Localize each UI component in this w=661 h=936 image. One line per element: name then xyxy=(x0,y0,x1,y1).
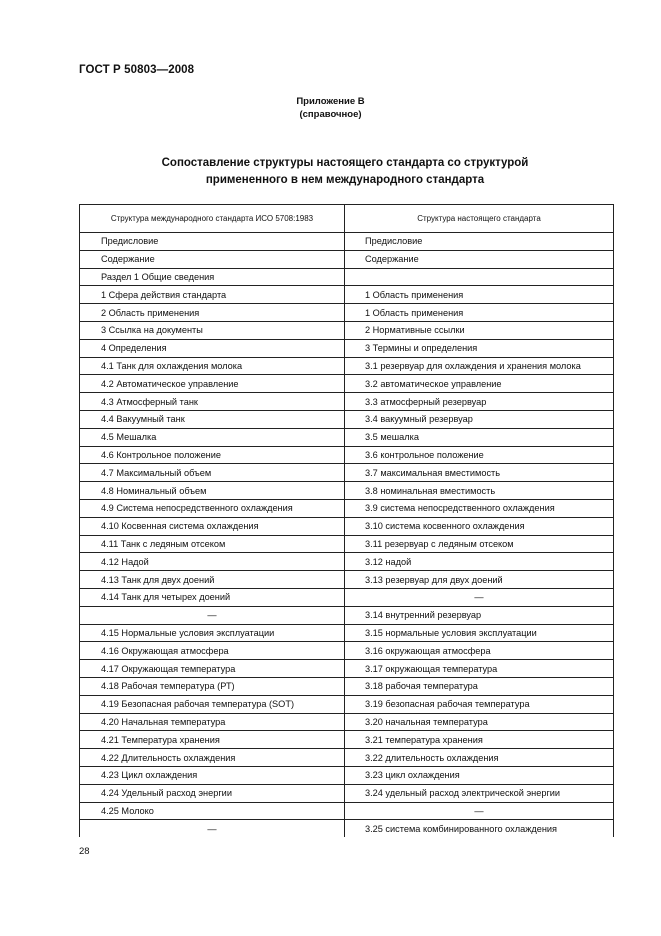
table-row xyxy=(80,482,614,500)
cell-national: — xyxy=(345,588,614,606)
cell-national: 3.4 вакуумный резервуар xyxy=(345,410,614,428)
cell-national: 3.17 окружающая температура xyxy=(345,660,614,678)
table-row xyxy=(80,375,614,393)
cell-national: 3.16 окружающая атмосфера xyxy=(345,642,614,660)
table-row xyxy=(80,695,614,713)
table-row xyxy=(80,286,614,304)
cell-national: 2 Нормативные ссылки xyxy=(345,321,614,339)
cell-international: 4.14 Танк для четырех доений xyxy=(80,588,345,606)
cell-national: 3.15 нормальные условия эксплуатации xyxy=(345,624,614,642)
cell-national: 3.5 мешалка xyxy=(345,428,614,446)
cell-international: 4.18 Рабочая температура (РТ) xyxy=(80,677,345,695)
cell-international: 4.5 Мешалка xyxy=(80,428,345,446)
table-row xyxy=(80,553,614,571)
cell-international: 4.16 Окружающая атмосфера xyxy=(80,642,345,660)
table-row xyxy=(80,321,614,339)
cell-national: 3.11 резервуар с ледяным отсеком xyxy=(345,535,614,553)
table-row xyxy=(80,660,614,678)
table-header-row xyxy=(80,205,614,233)
comparison-table xyxy=(79,204,614,837)
cell-national: 3 Термины и определения xyxy=(345,339,614,357)
cell-international: 4.19 Безопасная рабочая температура (SOT) xyxy=(80,695,345,713)
cell-national: 3.21 температура хранения xyxy=(345,731,614,749)
cell-international: Содержание xyxy=(80,250,345,268)
cell-national: 3.10 система косвенного охлаждения xyxy=(345,517,614,535)
cell-national: 3.1 резервуар для охлаждения и хранения молока xyxy=(345,357,614,375)
cell-national: 3.2 автоматическое управление xyxy=(345,375,614,393)
cell-international: 2 Область применения xyxy=(80,304,345,322)
table-row xyxy=(80,713,614,731)
cell-international: — xyxy=(80,606,345,624)
cell-national: 3.25 система комбинированного охлаждения xyxy=(345,820,614,837)
cell-national: 3.24 удельный расход электрической энергии xyxy=(345,784,614,802)
annex-heading xyxy=(0,95,661,121)
cell-international: 4.24 Удельный расход энергии xyxy=(80,784,345,802)
cell-international: 4.12 Надой xyxy=(80,553,345,571)
cell-national: Предисловие xyxy=(345,233,614,251)
table-row xyxy=(80,410,614,428)
cell-national: 3.8 номинальная вместимость xyxy=(345,482,614,500)
table-row xyxy=(80,802,614,820)
cell-international: Предисловие xyxy=(80,233,345,251)
cell-international: 3 Ссылка на документы xyxy=(80,321,345,339)
cell-international: 4.17 Окружающая температура xyxy=(80,660,345,678)
cell-national: 3.12 надой xyxy=(345,553,614,571)
table-row xyxy=(80,784,614,802)
cell-national: 3.22 длительность охлаждения xyxy=(345,749,614,767)
cell-national xyxy=(345,268,614,286)
cell-national: 3.13 резервуар для двух доений xyxy=(345,571,614,589)
table-row xyxy=(80,535,614,553)
table-row xyxy=(80,677,614,695)
cell-international: 4 Определения xyxy=(80,339,345,357)
cell-international: 4.6 Контрольное положение xyxy=(80,446,345,464)
cell-national: 3.20 начальная температура xyxy=(345,713,614,731)
table-row xyxy=(80,571,614,589)
table-row xyxy=(80,642,614,660)
table-row xyxy=(80,624,614,642)
table-row xyxy=(80,428,614,446)
cell-national: 3.14 внутренний резервуар xyxy=(345,606,614,624)
table-row xyxy=(80,820,614,837)
table-body xyxy=(80,233,614,838)
table-row xyxy=(80,393,614,411)
cell-national: — xyxy=(345,802,614,820)
table-row xyxy=(80,233,614,251)
cell-national: 3.3 атмосферный резервуар xyxy=(345,393,614,411)
cell-international: 4.25 Молоко xyxy=(80,802,345,820)
table-row xyxy=(80,606,614,624)
title-line-1: Сопоставление структуры настоящего стандарта со структурой xyxy=(161,157,529,169)
cell-international: 4.21 Температура хранения xyxy=(80,731,345,749)
annex-label: Приложение В xyxy=(296,96,365,107)
cell-international: 4.1 Танк для охлаждения молока xyxy=(80,357,345,375)
cell-national: Содержание xyxy=(345,250,614,268)
table-row xyxy=(80,517,614,535)
title-line-2: примененного в нем международного стандарта xyxy=(205,174,485,186)
table-row xyxy=(80,464,614,482)
cell-international: 4.20 Начальная температура xyxy=(80,713,345,731)
table-row xyxy=(80,588,614,606)
cell-international: Раздел 1 Общие сведения xyxy=(80,268,345,286)
cell-international: 4.4 Вакуумный танк xyxy=(80,410,345,428)
document-id: ГОСТ Р 50803—2008 xyxy=(79,64,195,76)
cell-international: 4.3 Атмосферный танк xyxy=(80,393,345,411)
cell-national: 3.18 рабочая температура xyxy=(345,677,614,695)
cell-national: 3.19 безопасная рабочая температура xyxy=(345,695,614,713)
table-row xyxy=(80,731,614,749)
table-row xyxy=(80,499,614,517)
page-number: 28 xyxy=(79,846,90,857)
header-this-standard: Структура настоящего стандарта xyxy=(345,205,614,233)
table-row xyxy=(80,268,614,286)
table-row xyxy=(80,250,614,268)
table-row xyxy=(80,339,614,357)
annex-type: (справочное) xyxy=(299,109,362,120)
cell-national: 3.23 цикл охлаждения xyxy=(345,766,614,784)
cell-national: 1 Область применения xyxy=(345,286,614,304)
cell-international: 4.15 Нормальные условия эксплуатации xyxy=(80,624,345,642)
cell-international: 4.8 Номинальный объем xyxy=(80,482,345,500)
cell-international: 4.23 Цикл охлаждения xyxy=(80,766,345,784)
table-row xyxy=(80,304,614,322)
header-international-standard: Структура международного стандарта ИСО 5708:1983 xyxy=(80,205,345,233)
cell-international: 4.22 Длительность охлаждения xyxy=(80,749,345,767)
cell-international: 4.10 Косвенная система охлаждения xyxy=(80,517,345,535)
cell-national: 3.9 система непосредственного охлаждения xyxy=(345,499,614,517)
cell-international: 4.9 Система непосредственного охлаждения xyxy=(80,499,345,517)
table-row xyxy=(80,766,614,784)
table-row xyxy=(80,357,614,375)
cell-international: 4.2 Автоматическое управление xyxy=(80,375,345,393)
cell-international: 4.11 Танк с ледяным отсеком xyxy=(80,535,345,553)
cell-international: 1 Сфера действия стандарта xyxy=(80,286,345,304)
cell-international: — xyxy=(80,820,345,837)
page-title xyxy=(0,155,661,189)
cell-international: 4.7 Максимальный объем xyxy=(80,464,345,482)
cell-international: 4.13 Танк для двух доений xyxy=(80,571,345,589)
cell-national: 3.6 контрольное положение xyxy=(345,446,614,464)
table-row xyxy=(80,446,614,464)
cell-national: 3.7 максимальная вместимость xyxy=(345,464,614,482)
cell-national: 1 Область применения xyxy=(345,304,614,322)
table-row xyxy=(80,749,614,767)
